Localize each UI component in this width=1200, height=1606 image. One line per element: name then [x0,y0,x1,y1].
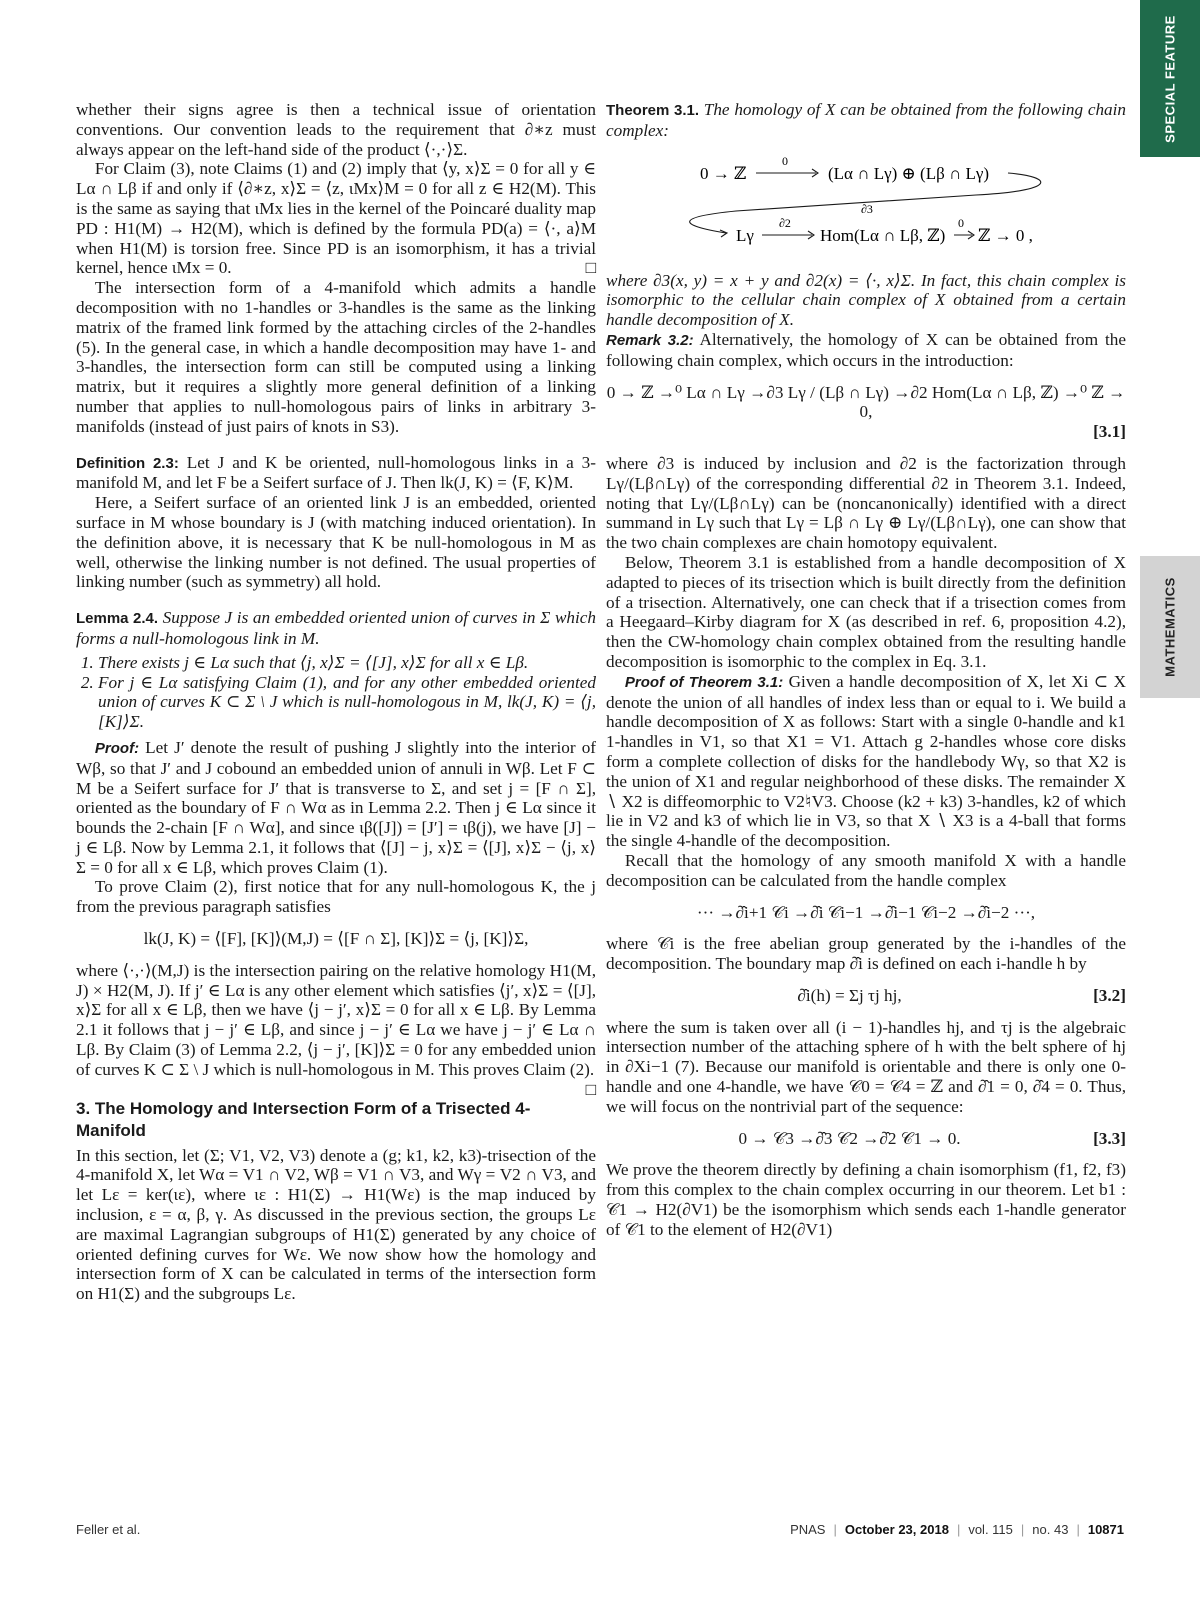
cc-d3-label: ∂3 [861,201,873,216]
cc-row2-hom: Hom(Lα ∩ Lβ, ℤ) [820,225,946,245]
cc-row1-map: 0 [782,153,788,168]
proof: Proof of Theorem 3.1: Given a handle decomposition of X, let Xi ⊂ X denote the union of all handles of index less than or equal to i. We build a handle decomposition of X as follows: Start with a single 0-handle and k1 1-handles in V1, so that X1 = V1. Attach g 2-handles whose core disks form a complete collection of disks for the handlebody Wγ, so that X2 is the union of X1 and regular neighborhood of these disks. The remainder X ∖ X2 is diffeomorphic to V2♮V3. Choose (k2 + k3) 3-handles, k2 of which lie in V2 and k3 of which lie in V3, so that X ∖ X3 is a 4-ball that forms the single 4-handle of the decomposition. [606,671,1127,851]
cc-d2-label: ∂2 [779,215,791,230]
footer-citation: PNAS | October 23, 2018 | vol. 115 | no. 43 | 10871 [790,1522,1124,1537]
qed-symbol: □ [585,1079,596,1099]
definition-2-3: Definition 2.3: Let J and K be oriented, null-homologous links in a 3-manifold M, and let F be a Seifert surface of J. Then lk(J, K) = ⟨F, K⟩M. [76,452,596,493]
equation-lk: lk(J, K) = ⟨[F], [K]⟩(M,J) = ⟨[F ∩ Σ], [K]⟩Σ = ⟨j, [K]⟩Σ, [143,929,529,949]
theorem-3-1: Theorem 3.1. The homology of X can be obtained from the following chain complex: [606,100,1126,140]
paragraph: where 𝒞i is the free abelian group generated by the i-handles of the decomposition. The boundary map ∂̂i is defined on each i-handle h by [606,934,1126,974]
lemma-claims [76,653,596,732]
footer-journal: PNAS [790,1522,826,1537]
paragraph: where the sum is taken over all (i − 1)-handles hj, and τj is the algebraic intersection number of the attaching sphere of h with the belt sphere of hj in ∂Xi−1 (7). Because our manifold is orientable and there is only one 0-handle and one 4-handle, we have 𝒞0 = 𝒞4 = ℤ and ∂̂1 = 0, ∂̂4 = 0. Thus, we will focus on the nontrivial part of the sequence: [606,1017,1126,1116]
cc-row2-end: ℤ → 0 , [978,225,1033,245]
remark-label: Remark 3.2: [606,331,694,349]
paragraph: The intersection form of a 4-manifold which admits a handle decomposition with no 1-handles or 3-handles is the same as the linking matrix of the framed link formed by the attaching circles of the 2-handles (5). In the general case, in which a handle decomposition may have 1- and 3-handles, the intersection form can still be computed using a linking matrix, but it requires a slightly more general definition of a linking number that applies to null-homologous pairs of links in arbitrary 3-manifolds (instead of just pairs of knots in S3). [76,278,596,436]
right-column [606,100,1126,1240]
paragraph: where ∂3(x, y) = x + y and ∂2(x) = ⟨·, x⟩Σ. In fact, this chain complex is isomorphic to the cellular chain complex of X obtained from a certain handle decomposition of X. [606,270,1126,330]
footer-page: 10871 [1087,1522,1124,1537]
lemma-2-4: Lemma 2.4. Suppose J is an embedded oriented union of curves in Σ which forms a null-homologous link in M. [76,608,596,648]
lemma-claim: 1. There exists j ∈ Lα such that ⟨j, x⟩Σ = ⟨[J], x⟩Σ for all x ∈ Lβ. [98,653,596,673]
remark-3-2: Remark 3.2: Alternatively, the homology of X can be obtained from the following chain complex, which occurs in the introduction: [606,329,1126,370]
proof: Proof: Let J′ denote the result of pushing J slightly into the interior of Wβ, so that J′ and J cobound an embedded union of annuli in Wβ. Let F ⊂ M be a Seifert surface for J′ that is transverse to Σ, and set j = [F ∩ Σ], oriented as the boundary of F ∩ Wα as in Lemma 2.2. Then j ∈ Lα since it bounds the 2-chain [F ∩ Wα], and since ιβ([J]) = [J′] = ιβ(j), we have [J] − j ∈ Lβ. Now by Lemma 2.1, it follows that ⟨[J] − j, x⟩Σ = ⟨[J], x⟩Σ − ⟨j, x⟩Σ = 0 for all x ∈ Lβ, which proves Claim (1). [76,737,597,877]
paragraph: To prove Claim (2), first notice that for any null-homologous K, the j from the previous paragraph satisfies [76,877,596,917]
equation-handle-complex: ··· →∂̂i+1 𝒞i →∂̂i 𝒞i−1 →∂̂i−1 𝒞i−2 →∂̂i−2 ···, [696,902,1036,922]
footer-authors: Feller et al. [76,1522,141,1537]
paragraph: Below, Theorem 3.1 is established from a handle decomposition of X adapted to pieces of its trisection which is built directly from the definition of a trisection. Alternatively, one can check that if a trisection comes from a Heegaard–Kirby diagram for X (as described in ref. 6, proposition 4.2), then the CW-homology chain complex obtained from the resulting handle decomposition is isomorphic to the complex in Eq. 3.1. [606,552,1126,671]
paragraph: We prove the theorem directly by defining a chain isomorphism (f1, f2, f3) from this complex to the chain complex occurring in our theorem. Let b1 : 𝒞1 → H2(∂V1) be the isomorphism which sends each 1-handle generator of 𝒞1 to the element of H2(∂V1) [606,1160,1126,1239]
definition-label: Definition 2.3: [76,454,179,472]
footer-volume: vol. 115 [968,1522,1013,1537]
paragraph: where ∂3 is induced by inclusion and ∂2 is the factorization through Lγ/(Lβ∩Lγ) of the corresponding differential ∂2 in Theorem 3.1. Indeed, noting that Lγ/(Lβ∩Lγ) can be (noncanonically) identified with a direct summand in Lγ such that Lγ = Lβ ∩ Lγ ⊕ Lγ/(Lβ∩Lγ), one can show that the two chain complexes are chain homotopy equivalent. [606,453,1126,553]
paragraph: In this section, let (Σ; V1, V2, V3) denote a (g; k1, k2, k3)-trisection of the 4-manifold X, let Wα = V1 ∩ V2, Wβ = V1 ∩ V3, and Wγ = V2 ∩ V3, and let Lε = ker(ιε), where ιε : H1(Σ) → H1(Wε) is the map induced by inclusion, ε = α, β, γ. As discussed in the previous section, the groups Lε are maximal Lagrangian subgroups of H1(Σ) generated by any choice of oriented defining curves for Wε. We now show how the homology and intersection form of X can be calculated in terms of the intersection form on H1(Σ) and the subgroups Lε. [76,1145,596,1304]
paragraph: Recall that the homology of any smooth manifold X with a handle decomposition can be calculated from the handle complex [606,850,1126,890]
paragraph: For Claim (3), note Claims (1) and (2) imply that ⟨y, x⟩Σ = 0 for all y ∈ Lα ∩ Lβ if and only if ⟨∂∗z, x⟩Σ = ⟨z, ιMx⟩M = 0 for all z ∈ H2(M). This is the same as saying that ιMx lies in the kernel of the Poincaré duality map PD : H1(M) → H2(M), which is defined by the formula PD(a) = ⟨·, a⟩M when H1(M) is torsion free. Since PD is an isomorphism, it has a trivial kernel, hence ιMx = 0. □ [76,159,596,278]
chain-complex-diagram [616,151,1116,261]
cc-row2-start: Lγ [736,225,754,245]
mathematics-tab [1140,556,1200,698]
equation-tag: [3.2] [1093,985,1126,1005]
equation-3-2: ∂̂i(h) = Σj τj hj, [3.2] [797,985,1126,1005]
paragraph: where ⟨·,·⟩(M,J) is the intersection pairing on the relative homology H1(M, J) × H2(M, J). If j′ ∈ Lα is any other element which satisfies ⟨j′, x⟩Σ = ⟨[J], x⟩Σ for all x ∈ Lβ, then we have ⟨j − j′, x⟩Σ = 0 for all x ∈ Lβ. By Lemma 2.1 it follows that j − j′ ∈ Lβ, and since j − j′ ∈ Lα we have j − j′ ∈ Lα ∩ Lβ. By Claim (3) of Lemma 2.2, ⟨j − j′, [K]⟩Σ = 0 for any embedded union of curves K ⊂ Σ \ J which is null-homologous in M. This proves Claim (2). □ [76,960,596,1099]
equation-tag: [3.1] [1093,422,1126,442]
theorem-label: Theorem 3.1. [606,102,700,119]
special-feature-tab [1140,0,1200,157]
cc-row2-map: 0 [958,215,964,230]
qed-symbol: □ [585,258,596,278]
cc-row1-group: (Lα ∩ Lγ) ⊕ (Lβ ∩ Lγ) [828,163,990,183]
equation-tag: [3.3] [1093,1128,1126,1148]
cc-row1-start: 0 → ℤ [700,163,747,183]
section-title: 3. The Homology and Intersection Form of a Trisected 4-Manifold [76,1098,531,1140]
proof-label: Proof: [94,739,140,757]
lemma-claim: 2. For j ∈ Lα satisfying Claim (1), and for any other embedded oriented union of curves K ⊂ Σ \ J which is null-homologous in M, lk(J, K) = ⟨j, [K]⟩Σ. [98,673,596,732]
equation-3-3: 0 → 𝒞3 →∂̂3 𝒞2 →∂̂2 𝒞1 → 0. [3.3] [738,1128,1126,1148]
special-feature-label: SPECIAL FEATURE [1162,14,1178,143]
mathematics-label: MATHEMATICS [1162,577,1178,677]
paragraph: Here, a Seifert surface of an oriented link J is an embedded, oriented surface in M whose boundary is J (with matching induced orientation). In the definition above, it is necessary that K be null-homologous in M as well, otherwise the linking number is not defined. The usual properties of linking number (such as symmetry) all hold. [76,493,596,592]
lemma-label: Lemma 2.4. [76,610,159,628]
left-column [76,100,596,1304]
paragraph: whether their signs agree is then a technical issue of orientation conventions. Our convention leads to the requirement that ∂∗z must always appear on the left-hand side of the product ⟨·,·⟩Σ. [76,100,596,159]
footer-issue: no. 43 [1032,1522,1069,1537]
footer-date: October 23, 2018 [844,1522,949,1537]
proof-label: Proof of Theorem 3.1: [624,673,784,691]
equation-3-1: 0 → ℤ →⁰ Lα ∩ Lγ →∂3 Lγ / (Lβ ∩ Lγ) →∂2 Hom(Lα ∩ Lβ, ℤ) →⁰ ℤ → 0, [3.1] [606,382,1126,442]
